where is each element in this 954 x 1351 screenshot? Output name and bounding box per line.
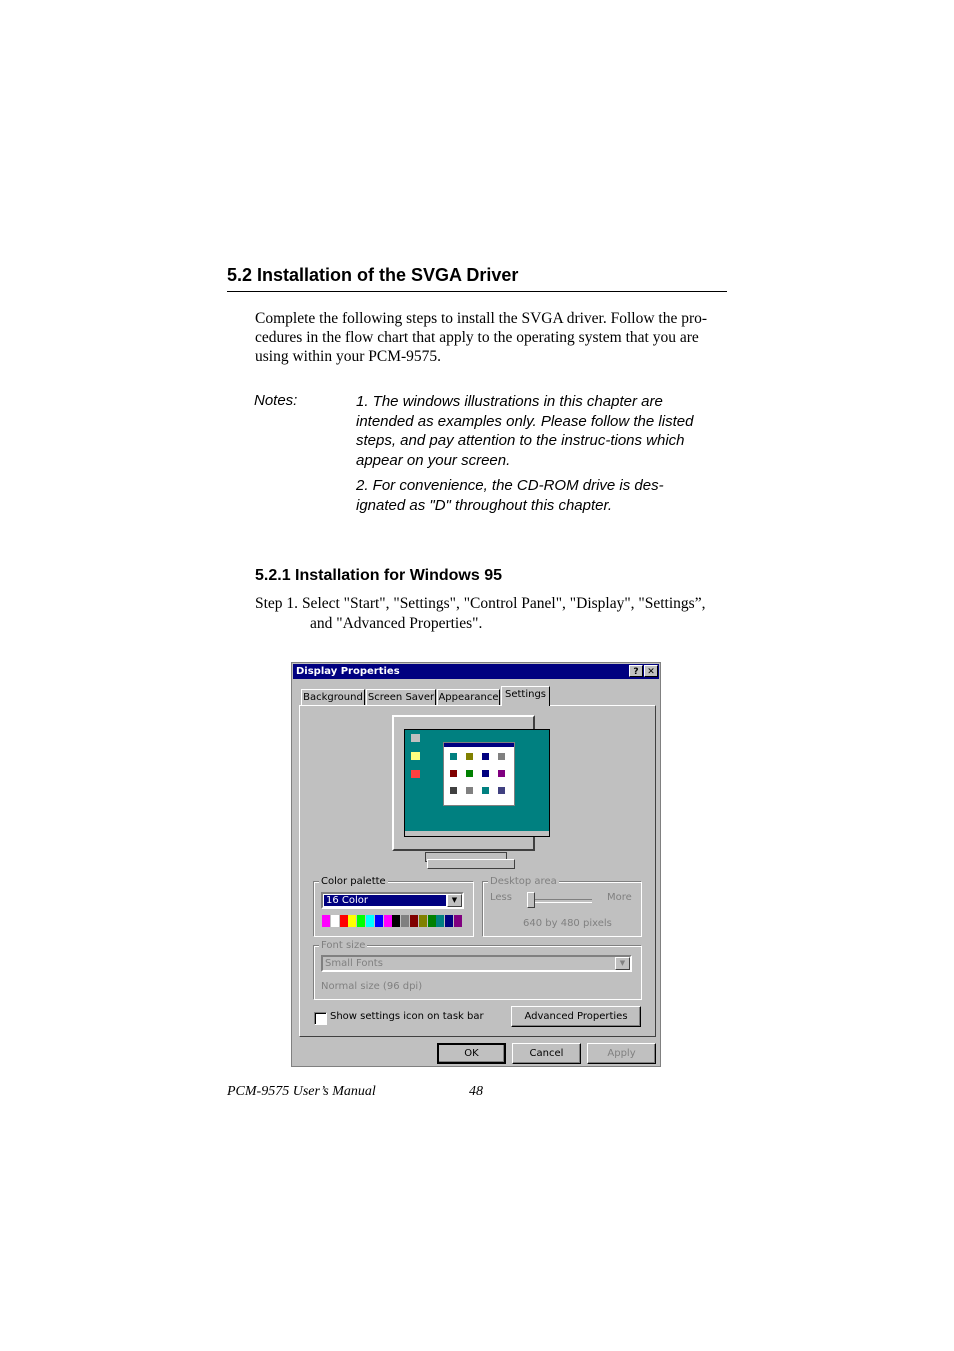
step-1 xyxy=(255,594,735,634)
palette-swatch xyxy=(375,915,383,927)
less-label: Less xyxy=(490,892,512,903)
cancel-button[interactable]: Cancel xyxy=(512,1043,581,1064)
step-label: Step 1. xyxy=(255,595,299,612)
palette-swatch xyxy=(401,915,409,927)
step-text-1: Select "Start", "Settings", "Control Panel", "Display", "Settings”, xyxy=(301,595,706,612)
show-settings-icon-label: Show settings icon on task bar xyxy=(330,1011,484,1022)
notes-label: Notes: xyxy=(254,392,298,409)
intro-paragraph: Complete the following steps to install the SVGA driver. Follow the pro-cedures in the flow chart that apply to the operating system that you are using within your PCM-9575. xyxy=(255,310,708,365)
palette-swatch xyxy=(331,915,339,927)
display-properties-dialog xyxy=(291,662,661,1067)
cp-icon xyxy=(450,787,457,794)
palette-swatch xyxy=(384,915,392,927)
cp-icon xyxy=(498,770,505,777)
desktop-area-label: Desktop area xyxy=(490,876,557,887)
color-palette-value: 16 Color xyxy=(324,895,446,906)
palette-swatch xyxy=(366,915,374,927)
note-1: 1. The windows illustrations in this chapter are intended as examples only. Please follow the listed steps, and pay attention to the instruc-tions which appear on your screen. xyxy=(356,393,694,469)
cp-icon xyxy=(450,753,457,760)
tab-screen-saver[interactable]: Screen Saver xyxy=(366,689,436,705)
color-palette-select[interactable] xyxy=(321,892,464,909)
chevron-down-icon[interactable]: ▼ xyxy=(615,957,630,970)
show-settings-icon-checkbox[interactable] xyxy=(314,1012,327,1025)
page-number: 48 xyxy=(469,1084,483,1099)
palette-swatch xyxy=(357,915,365,927)
more-label: More xyxy=(607,892,632,903)
palette-swatch xyxy=(392,915,400,927)
section-rule xyxy=(227,291,727,292)
help-button[interactable]: ? xyxy=(629,665,643,677)
control-panel-preview xyxy=(443,742,515,806)
my-computer-icon xyxy=(411,734,420,742)
cp-icon xyxy=(466,753,473,760)
subsection-title: 5.2.1 Installation for Windows 95 xyxy=(255,567,503,584)
cp-icon xyxy=(482,753,489,760)
palette-swatch xyxy=(454,915,462,927)
chevron-down-icon[interactable]: ▼ xyxy=(447,894,462,907)
font-size-note: Normal size (96 dpi) xyxy=(321,981,423,992)
cp-icon xyxy=(466,770,473,777)
color-palette-label: Color palette xyxy=(321,876,386,887)
cp-icon xyxy=(498,787,505,794)
resolution-text: 640 by 480 pixels xyxy=(523,918,612,929)
note-2: 2. For convenience, the CD-ROM drive is des-ignated as "D" throughout this chapter. xyxy=(356,477,664,514)
palette-swatch xyxy=(322,915,330,927)
cp-icon xyxy=(482,770,489,777)
advanced-properties-button[interactable]: Advanced Properties xyxy=(511,1006,641,1027)
tab-appearance[interactable]: Appearance xyxy=(437,689,500,705)
palette-swatch xyxy=(436,915,444,927)
ok-button[interactable]: OK xyxy=(437,1043,506,1064)
tab-background[interactable]: Background xyxy=(301,689,365,705)
cp-icon xyxy=(482,787,489,794)
palette-swatch xyxy=(445,915,453,927)
preview-taskbar xyxy=(405,831,549,836)
dialog-titlebar xyxy=(293,664,659,679)
network-icon xyxy=(411,752,420,760)
palette-swatch xyxy=(340,915,348,927)
palette-swatch xyxy=(428,915,436,927)
apply-button[interactable]: Apply xyxy=(587,1043,656,1064)
palette-swatch xyxy=(348,915,356,927)
color-palette-group xyxy=(313,881,474,937)
cp-icon xyxy=(466,787,473,794)
cp-icon xyxy=(450,770,457,777)
step-text-2: and "Advanced Properties". xyxy=(310,615,483,632)
monitor-base xyxy=(427,859,515,869)
font-size-select[interactable] xyxy=(321,955,632,972)
cp-icon xyxy=(498,753,505,760)
section-title: 5.2 Installation of the SVGA Driver xyxy=(227,265,519,285)
palette-swatch xyxy=(419,915,427,927)
resolution-slider-thumb[interactable] xyxy=(527,892,535,908)
tab-settings[interactable]: Settings xyxy=(501,686,550,706)
footer-manual-title: PCM-9575 User’s Manual xyxy=(227,1084,376,1099)
monitor-preview xyxy=(392,715,535,851)
close-button[interactable]: ✕ xyxy=(644,665,658,677)
dialog-title: Display Properties xyxy=(296,666,400,677)
resolution-slider-track xyxy=(532,899,592,903)
font-size-value: Small Fonts xyxy=(325,958,383,969)
font-size-label: Font size xyxy=(321,940,366,951)
recycle-bin-icon xyxy=(411,770,420,778)
palette-swatch xyxy=(410,915,418,927)
desktop-preview xyxy=(404,729,550,837)
